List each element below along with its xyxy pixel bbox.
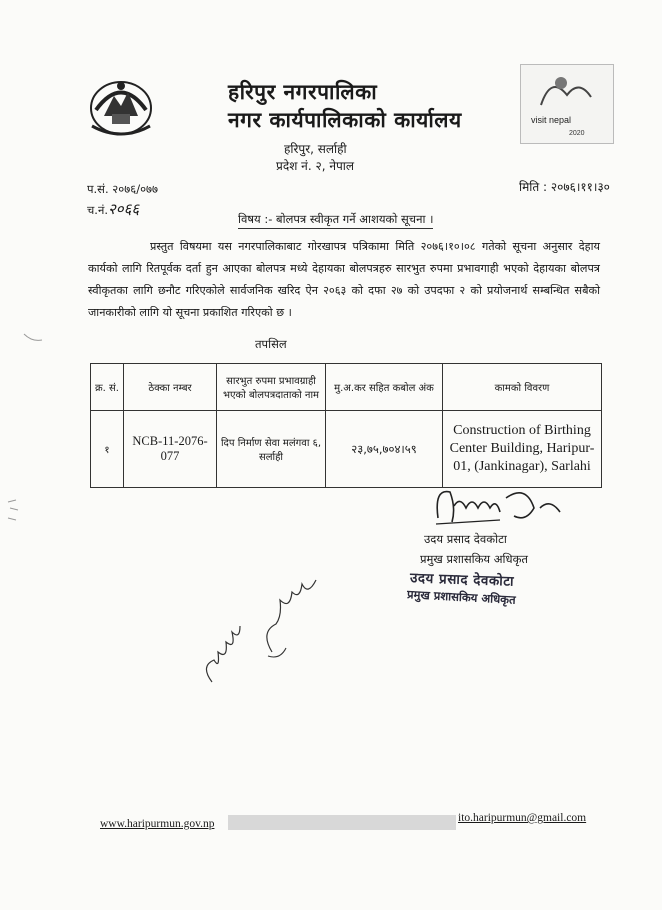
signatory-name: उदय प्रसाद देवकोटा [424, 532, 507, 546]
address-line-2: प्रदेश नं. २, नेपाल [276, 159, 355, 173]
svg-text:2020: 2020 [569, 130, 585, 137]
header-serial: क्र. सं. [91, 364, 124, 411]
margin-mark [6, 498, 34, 524]
cell-description: Construction of Birthing Center Building, Haripur-01, (Jankinagar), Sarlahi [443, 411, 602, 488]
handwritten-initials [190, 570, 340, 695]
table-header-row [91, 364, 602, 411]
header-amount: मु.अ.कर सहित कबोल अंक [326, 364, 443, 411]
signature-image [430, 478, 570, 530]
cell-bidder: दिप निर्माण सेवा मलंगवा ६, सर्लाही [217, 411, 326, 488]
bid-table [90, 363, 602, 488]
body-paragraph: प्रस्तुत विषयमा यस नगरपालिकाबाट गोरखापत्र पत्रिकामा मिति २०७६।१०।०८ गतेको सूचना अनुसार देहाय कार्यको लागि रितपूर्वक दर्ता हुन आएका बोलपत्र मध्ये देहायका बोलपत्रहरु सारभुत रुपमा प्रभावगाही भएको देहायका बोलपत्र स्वीकृतका लागि छनौट गरिएकोले सार्वजनिक खरिद ऐन २०६३ को दफा २७ को उपदफा २ को प्रयोजनार्थ सम्बन्धित सबैको जानकारीको लागि यो सूचना प्रकाशित गरिएको छ । [88, 240, 600, 319]
letter-date: मिति : २०७६।११।३० [519, 180, 610, 194]
details-heading: तपसिल [255, 337, 287, 351]
dispatch-number-handwritten: २०६६ [108, 200, 140, 218]
reference-number: प.सं. २०७६/०७७ [87, 182, 159, 196]
address-line-1: हरिपुर, सर्लाही [284, 142, 347, 156]
signatory-title: प्रमुख प्रशासकिय अधिकृत [420, 552, 528, 566]
dispatch-number: च.नं.२०६६ [87, 200, 140, 218]
cell-contract-no: NCB-11-2076-077 [124, 411, 217, 488]
stamp-name: उदय प्रसाद देवकोटा [409, 570, 515, 590]
visit-nepal-logo [520, 64, 614, 144]
header-description: कामको विवरण [443, 364, 602, 411]
header-contract-no: ठेक्का नम्बर [124, 364, 217, 411]
table-row [91, 411, 602, 488]
office-name: नगर कार्यपालिकाको कार्यालय [228, 108, 462, 132]
email-link[interactable]: ito.haripurmun@gmail.com [458, 812, 587, 824]
nepal-emblem-icon [82, 70, 160, 142]
stamp-title: प्रमुख प्रशासकिय अधिकृत [406, 587, 516, 607]
header-bidder: सारभुत रुपमा प्रभावग्राही भएको बोलपत्रदाताको नाम [217, 364, 326, 411]
logo-text: visit nepal [531, 115, 572, 125]
org-name: हरिपुर नगरपालिका [228, 80, 378, 104]
cell-serial: १ [91, 411, 124, 488]
website-link[interactable]: www.haripurmun.gov.np [100, 818, 215, 830]
subject-line: विषय :- बोलपत्र स्वीकृत गर्ने आशयको सूचना । [238, 212, 433, 229]
cell-amount: २३,७५,७०४।५९ [326, 411, 443, 488]
margin-tick [22, 332, 44, 344]
redacted-area [228, 815, 456, 830]
